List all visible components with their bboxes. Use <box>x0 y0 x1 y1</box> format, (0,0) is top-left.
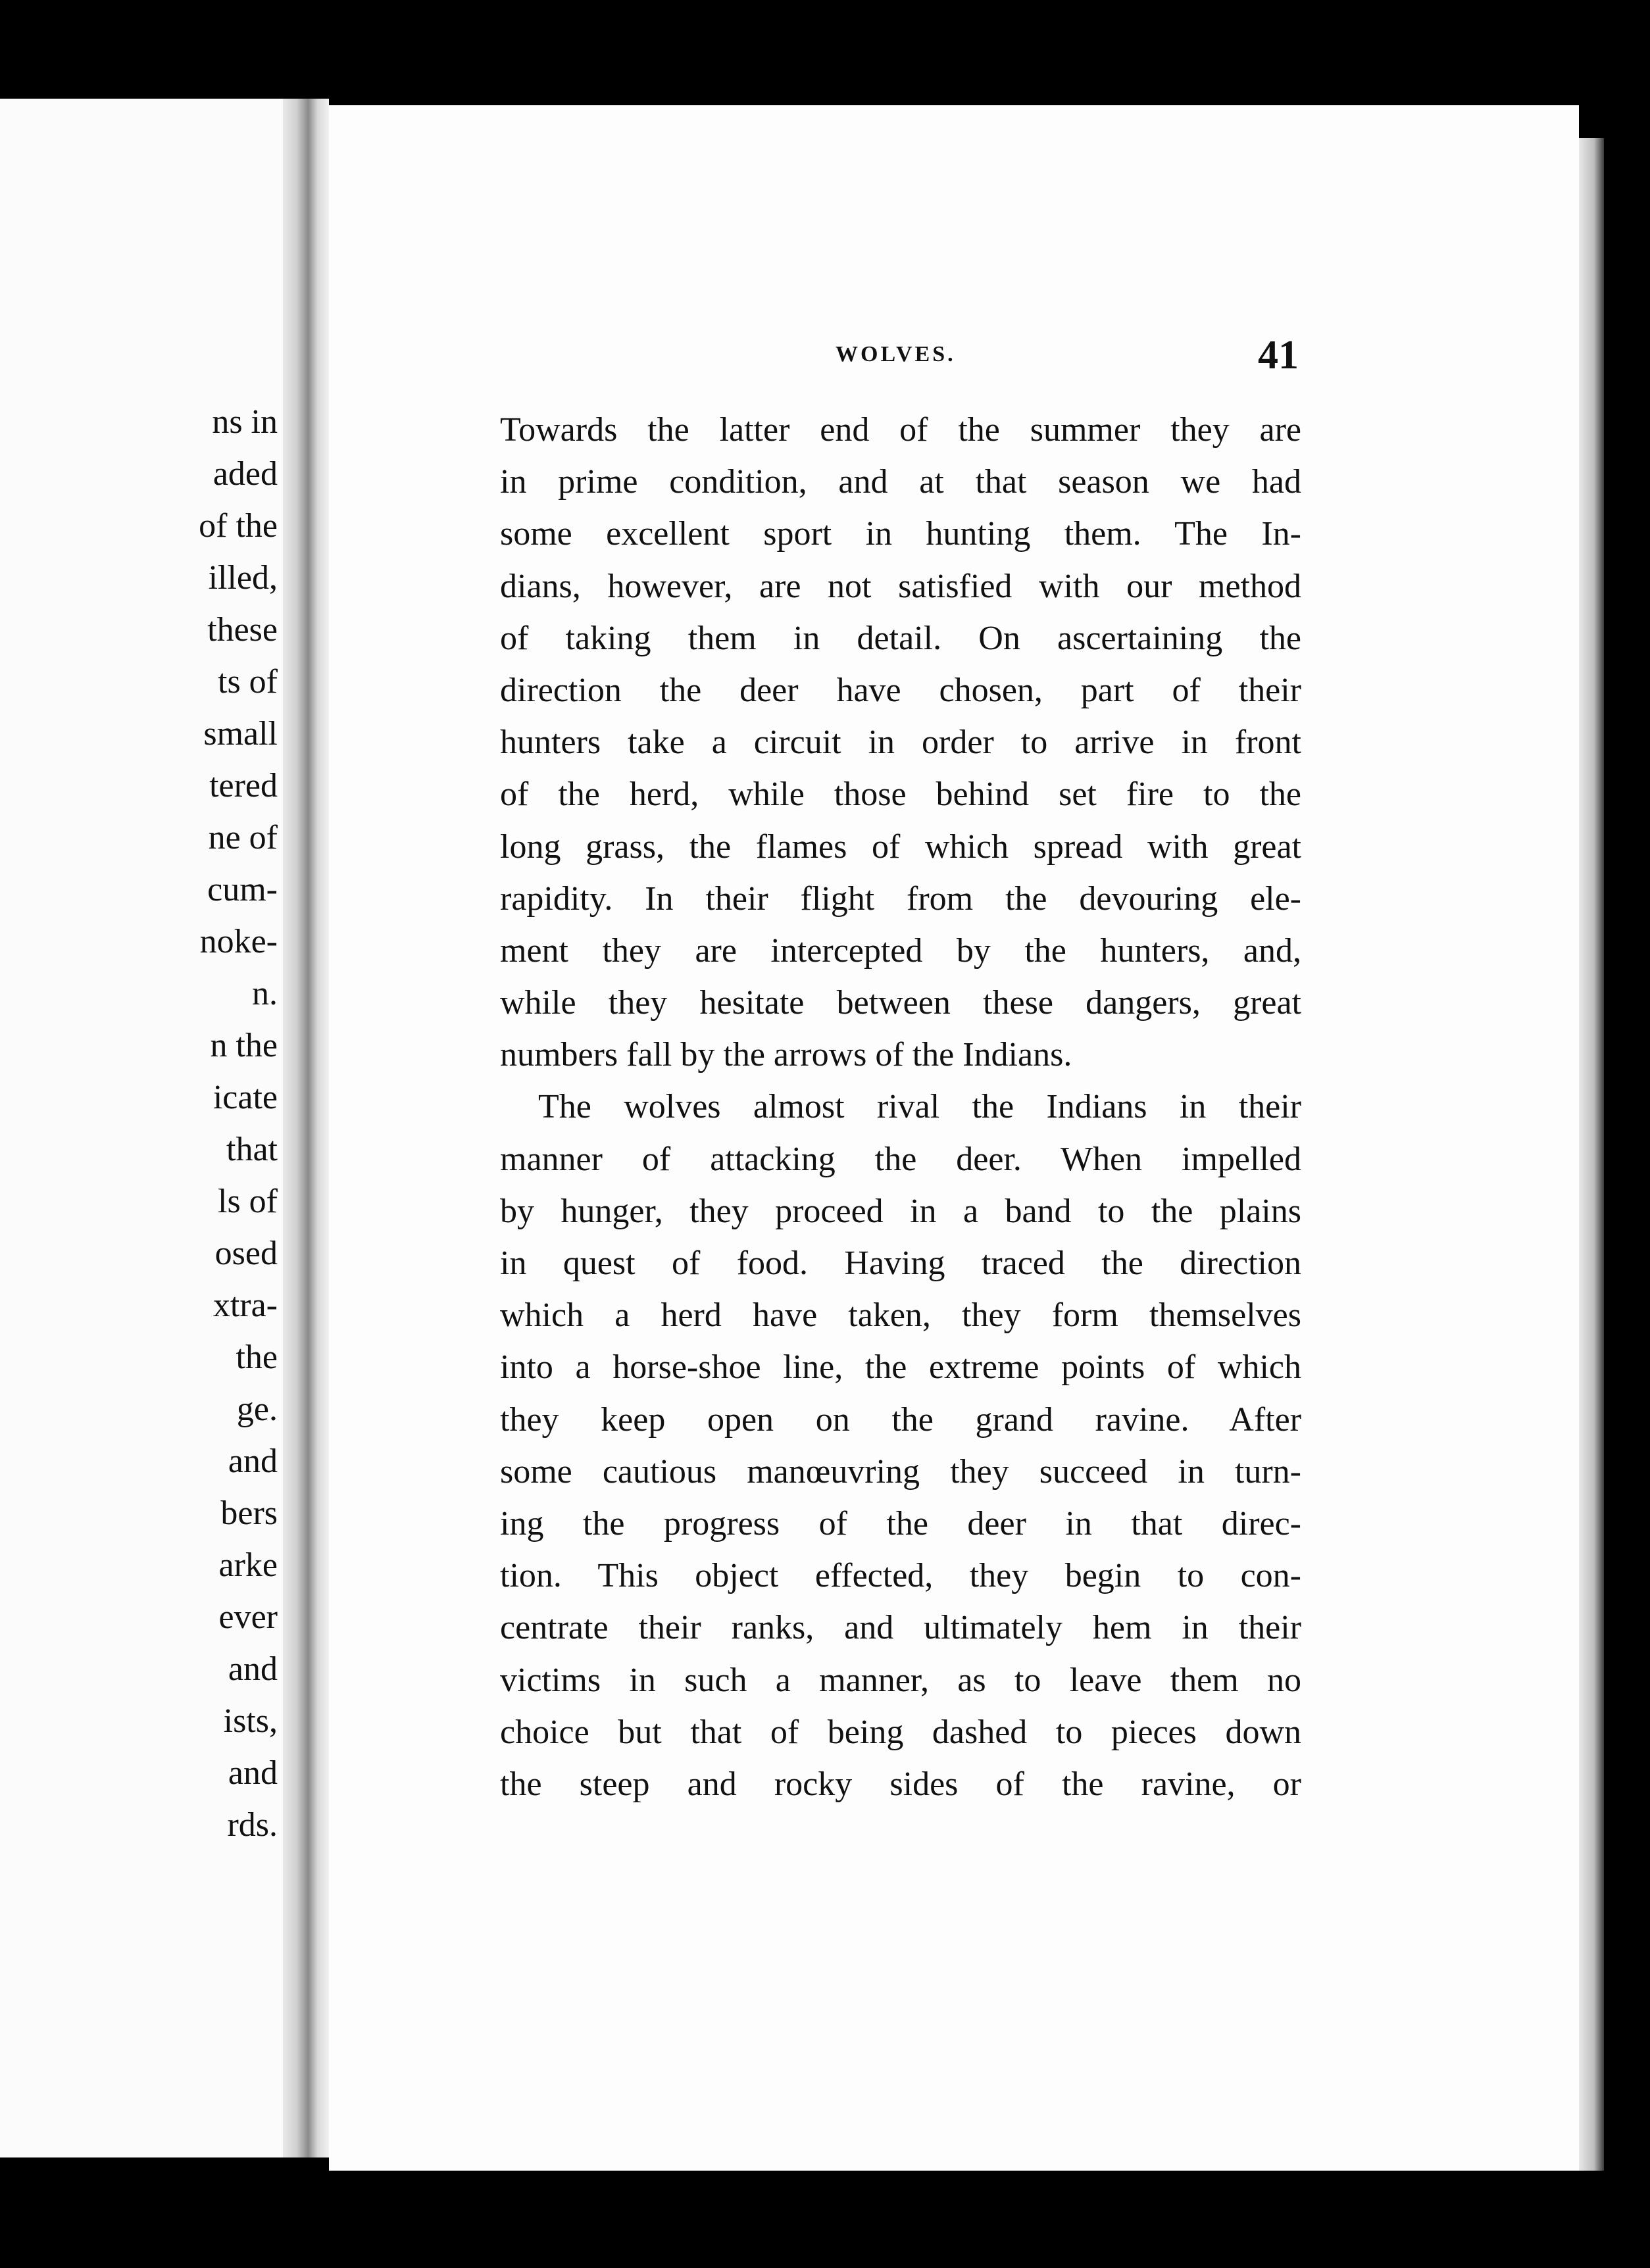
book-gutter <box>283 99 329 2157</box>
text-line: some excellent sport in hunting them. The In- <box>500 515 1301 553</box>
facing-page <box>0 99 283 2157</box>
facing-page-fragment: aded <box>213 455 278 493</box>
text-line: of the herd, while those behind set fire to the <box>500 776 1301 814</box>
text-line: of taking them in detail. On ascertaining the <box>500 619 1301 657</box>
page-number: 41 <box>1258 333 1299 378</box>
facing-page-fragment: ls of <box>218 1183 278 1220</box>
text-line: hunters take a circuit in order to arrive in front <box>500 724 1301 762</box>
body-text <box>500 404 1301 1810</box>
page-edge <box>1579 138 1604 2171</box>
facing-page-fragment: the <box>236 1339 278 1376</box>
text-line: Towards the latter end of the summer they are <box>500 411 1301 449</box>
text-line: victims in such a manner, as to leave them no <box>500 1661 1301 1699</box>
facing-page-fragment: ne of <box>208 819 278 856</box>
facing-page-fragment: small <box>203 715 278 752</box>
text-line: which a herd have taken, they form themselves <box>500 1296 1301 1335</box>
facing-page-fragment: that <box>226 1131 278 1168</box>
text-line: the steep and rocky sides of the ravine, or <box>500 1765 1301 1803</box>
facing-page-fragment: osed <box>214 1235 278 1272</box>
text-line: ment they are intercepted by the hunters, and, <box>500 931 1301 970</box>
text-line: while they hesitate between these dangers, great <box>500 984 1301 1022</box>
facing-page-fragment: ts of <box>218 663 278 701</box>
text-line: numbers fall by the arrows of the Indians. <box>500 1036 1072 1074</box>
facing-page-fragment: and <box>228 1442 278 1480</box>
facing-page-fragment: noke- <box>199 923 278 960</box>
running-head: WOLVES. <box>836 342 956 366</box>
facing-page-fragment: ns in <box>212 403 278 441</box>
facing-page-fragment: and <box>228 1754 278 1792</box>
facing-page-fragment: and <box>228 1650 278 1688</box>
text-line: in prime condition, and at that season we had <box>500 463 1301 501</box>
text-line: centrate their ranks, and ultimately hem in their <box>500 1609 1301 1647</box>
facing-page-fragment: cum- <box>207 871 278 908</box>
facing-page-fragment: rds. <box>227 1806 278 1844</box>
text-line: long grass, the flames of which spread with great <box>500 827 1301 866</box>
text-line: tion. This object effected, they begin to con- <box>500 1557 1301 1595</box>
text-line: by hunger, they proceed in a band to the plains <box>500 1192 1301 1230</box>
text-line: The wolves almost rival the Indians in their <box>538 1088 1301 1126</box>
text-line: manner of attacking the deer. When impelled <box>500 1140 1301 1178</box>
facing-page-fragment: these <box>207 611 278 649</box>
text-line: rapidity. In their flight from the devouring ele- <box>500 879 1301 918</box>
facing-page-fragment: n the <box>210 1027 278 1064</box>
text-line: in quest of food. Having traced the direction <box>500 1245 1301 1282</box>
text-line: dians, however, are not satisfied with our method <box>500 567 1301 605</box>
facing-page-text <box>199 396 278 1851</box>
facing-page-fragment: illed, <box>208 559 278 597</box>
text-line: direction the deer have chosen, part of their <box>500 671 1301 709</box>
facing-page-fragment: of the <box>199 507 278 545</box>
facing-page-fragment: ists, <box>223 1702 278 1740</box>
facing-page-fragment: n. <box>252 975 278 1012</box>
facing-page-fragment: tered <box>209 767 278 804</box>
facing-page-fragment: arke <box>218 1546 278 1584</box>
facing-page-fragment: ge. <box>236 1391 278 1428</box>
facing-page-fragment: xtra- <box>213 1287 278 1324</box>
text-line: into a horse-shoe line, the extreme points of which <box>500 1348 1301 1387</box>
facing-page-fragment: ever <box>218 1598 278 1636</box>
text-line: ing the progress of the deer in that direc- <box>500 1504 1301 1542</box>
text-line: they keep open on the grand ravine. After <box>500 1400 1301 1439</box>
text-line: some cautious manœuvring they succeed in turn- <box>500 1452 1301 1491</box>
facing-page-fragment: bers <box>220 1494 278 1532</box>
text-line: choice but that of being dashed to pieces down <box>500 1713 1301 1751</box>
facing-page-fragment: icate <box>213 1079 278 1116</box>
